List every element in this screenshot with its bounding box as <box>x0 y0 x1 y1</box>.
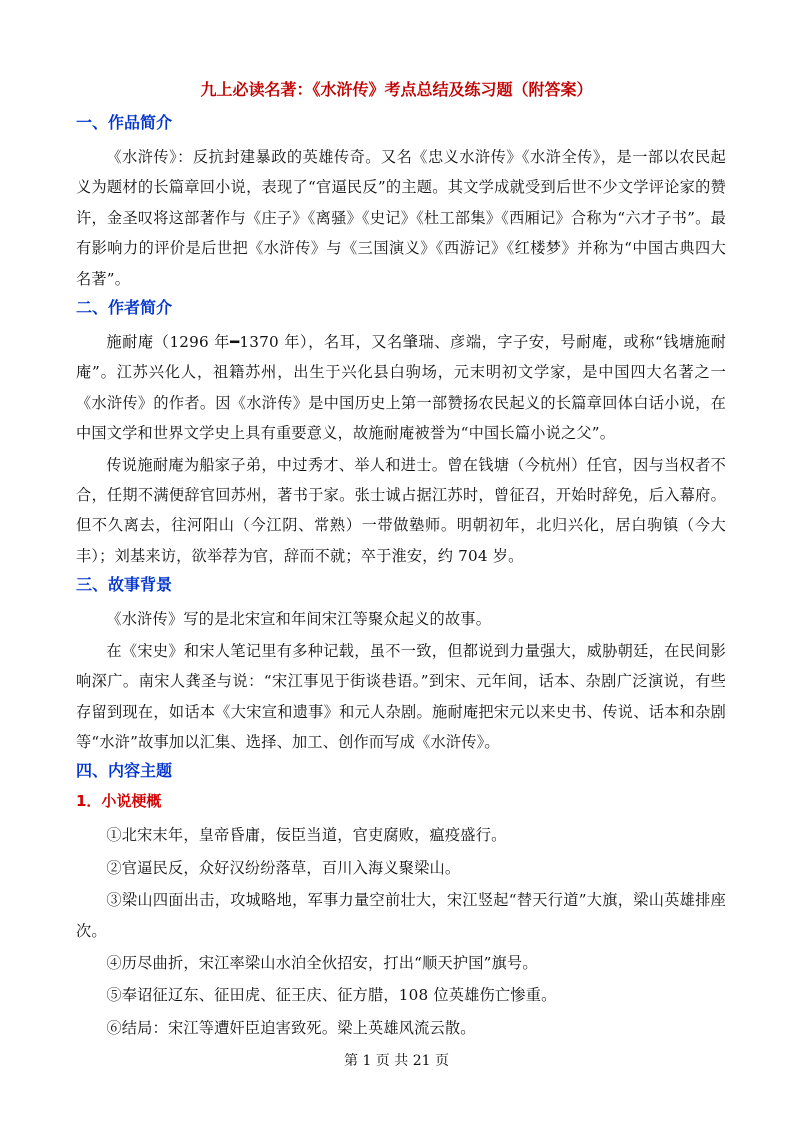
author-paragraph-1: 施耐庵（1296 年━1370 年），名耳，又名肇瑞、彦端，字子安，号耐庵，或称“钱塘施耐庵”。江苏兴化人，祖籍苏州，出生于兴化县白驹场，元末明初文学家，是中国四大名著之一《水浒传》的作者。因《水浒传》是中国历史上第一部赞扬农民起义的长篇章回体白话小说，在中国文学和世界文学史上具有重要意义，故施耐庵被誉为“中国长篇小说之父”。 <box>76 333 726 443</box>
synopsis-item: ⑤奉诏征辽东、征田虎、征王庆、征方腊，108 位英雄伤亡惨重。 <box>106 986 557 1005</box>
author-paragraph-2: 传说施耐庵为船家子弟，中过秀才、举人和进士。曾在钱塘（今杭州）任官，因与当权者不合，任期不满便辞官回苏州，著书于家。张士诚占据江苏时，曾征召，开始时辞免，后入幕府。但不久离去，往河阳山（今江阴、常熟）一带做塾师。明朝初年，北归兴化，居白驹镇（今大丰）；刘基来访，欲举荐为官，辞而不就；卒于淮安，约 704 岁。 <box>76 455 726 565</box>
intro-paragraph: 《水浒传》：反抗封建暴政的英雄传奇。又名《忠义水浒传》《水浒全传》，是一部以农民起义为题材的长篇章回小说，表现了“官逼民反”的主题。其文学成就受到后世不少文学评论家的赞许，金圣叹将这部著作与《庄子》《离骚》《史记》《杜工部集》《西厢记》合称为“六才子书”。最有影响力的评价是后世把《水浒传》与《三国演义》《西游记》《红楼梦》并称为“中国古典四大名著”。 <box>76 148 726 288</box>
synopsis-item: ①北宋末年，皇帝昏庸，佞臣当道，官吏腐败，瘟疫盛行。 <box>106 826 507 845</box>
page-number-footer: 第 1 页 共 21 页 <box>344 1053 449 1069</box>
synopsis-item: ②官逼民反，众好汉纷纷落草，百川入海义聚梁山。 <box>106 858 461 877</box>
section-heading-intro: 一、作品简介 <box>76 113 173 132</box>
background-paragraph-1: 《水浒传》写的是北宋宣和年间宋江等聚众起义的故事。 <box>106 610 492 629</box>
section-heading-background: 三、故事背景 <box>76 575 173 595</box>
synopsis-item: ⑥结局：宋江等遭奸臣迫害致死。梁上英雄风流云散。 <box>106 1018 476 1037</box>
synopsis-item: ④历尽曲折，宋江率梁山水泊全伙招安，打出“顺天护国”旗号。 <box>106 953 538 972</box>
document-body <box>76 112 726 1045</box>
background-paragraph-2: 在《宋史》和宋人笔记里有多种记载，虽不一致，但都说到力量强大，威胁朝廷，在民间影响深广。南宋人龚圣与说：“宋江事见于街谈巷语。”到宋、元年间，话本、杂剧广泛演说，有些存留到现在，如话本《大宋宣和遗事》和元人杂剧。施耐庵把宋元以来史书、传说、话本和杂剧等“水浒”故事加以汇集、选择、加工、创作而写成《水浒传》。 <box>76 641 726 751</box>
synopsis-item: ③梁山四面出击，攻城略地，军事力量空前壮大，宋江竖起“替天行道”大旗，梁山英雄排座次。 <box>76 891 726 940</box>
section-heading-author: 二、作者简介 <box>76 298 173 318</box>
subheading-synopsis: 1．小说梗概 <box>76 792 162 811</box>
document-title: 九上必读名著：《水浒传》考点总结及练习题（附答案） <box>200 80 593 99</box>
section-heading-content: 四、内容主题 <box>76 761 173 781</box>
